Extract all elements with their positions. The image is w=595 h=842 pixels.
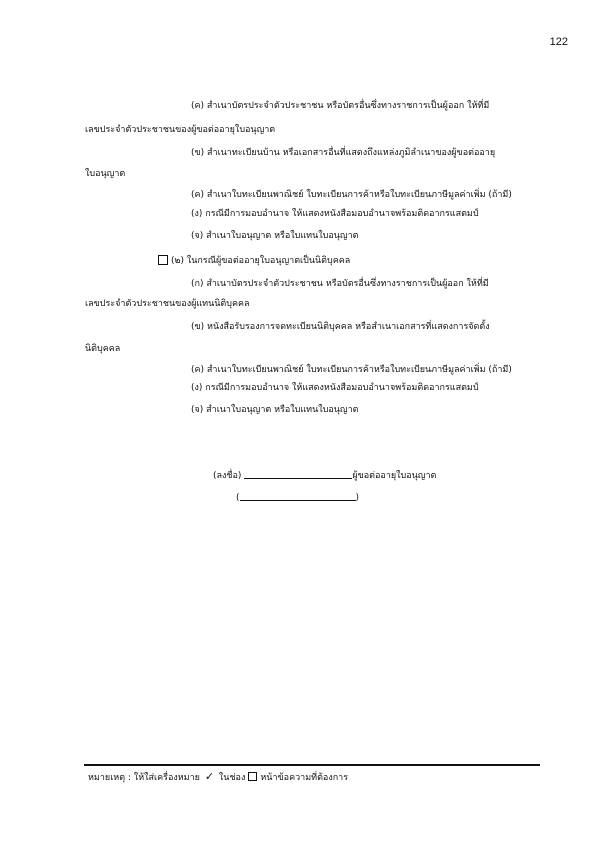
printed-name-field[interactable] bbox=[240, 491, 356, 501]
footnote-suffix: หน้าข้อความที่ต้องการ bbox=[260, 773, 349, 783]
signature-label: (ลงชื่อ) bbox=[213, 471, 242, 481]
juristic-item-b: (ข) หนังสือรับรองการจดทะเบียนนิติบุคคล หรือสำเนาเอกสารที่แสดงการจัดตั้ง bbox=[191, 322, 490, 332]
footnote-in-box: ในช่อง bbox=[218, 773, 246, 783]
individual-item-f: (ง) กรณีมีการมอบอำนาจ ให้แสดงหนังสือมอบอำนาจพร้อมติดอากรแสตมป์ bbox=[191, 209, 479, 219]
footer-divider bbox=[84, 764, 540, 766]
juristic-item-d: (ง) กรณีมีการมอบอำนาจ ให้แสดงหนังสือมอบอำนาจพร้อมติดอากรแสตมป์ bbox=[191, 383, 479, 393]
footnote-label: หมายเหตุ : ให้ใส่เครื่องหมาย bbox=[88, 773, 200, 783]
juristic-item-a-cont: เลขประจำตัวประชาชนของผู้แทนนิติบุคคล bbox=[85, 299, 250, 309]
signature-field[interactable] bbox=[244, 469, 352, 479]
name-open-paren: ( bbox=[236, 493, 240, 503]
check-mark-icon: ✓ bbox=[204, 770, 215, 783]
juristic-item-a: (ก) สำเนาบัตรประจำตัวประชาชน หรือบัตรอื่นซึ่งทางราชการเป็นผู้ออก ให้ที่มี bbox=[191, 279, 489, 289]
individual-item-g: (จ) สำเนาใบอนุญาต หรือใบแทนใบอนุญาต bbox=[191, 231, 359, 241]
juristic-heading-row bbox=[158, 255, 350, 267]
page-number: 122 bbox=[549, 36, 568, 48]
individual-item-e: (ค) สำเนาใบทะเบียนพาณิชย์ ใบทะเบียนการค้าหรือใบทะเบียนภาษีมูลค่าเพิ่ม (ถ้ามี) bbox=[191, 190, 512, 200]
footnote bbox=[88, 771, 348, 784]
juristic-heading: (๒) ในกรณีผู้ขอต่ออายุใบอนุญาตเป็นนิติบุคคล bbox=[171, 256, 351, 266]
individual-item-d-cont: ใบอนุญาต bbox=[85, 169, 126, 179]
individual-item-c: (ค) สำเนาบัตรประจำตัวประชาชน หรือบัตรอื่นซึ่งทางราชการเป็นผู้ออก ให้ที่มี bbox=[191, 101, 490, 111]
juristic-checkbox[interactable] bbox=[158, 255, 168, 265]
checkbox-sample-icon bbox=[248, 772, 257, 781]
name-close-paren: ) bbox=[355, 493, 360, 503]
signature-line-row bbox=[213, 469, 436, 482]
juristic-item-c: (ค) สำเนาใบทะเบียนพาณิชย์ ใบทะเบียนการค้าหรือใบทะเบียนภาษีมูลค่าเพิ่ม (ถ้ามี) bbox=[191, 365, 512, 375]
signature-name-row bbox=[236, 491, 359, 504]
juristic-item-e: (จ) สำเนาใบอนุญาต หรือใบแทนใบอนุญาต bbox=[191, 405, 359, 415]
individual-item-d: (ข) สำเนาทะเบียนบ้าน หรือเอกสารอื่นที่แสดงถึงแหล่งภูมิลำเนาของผู้ขอต่ออายุ bbox=[191, 148, 496, 158]
juristic-item-b-cont: นิติบุคคล bbox=[85, 344, 121, 354]
individual-item-c-cont: เลขประจำตัวประชาชนของผู้ขอต่ออายุใบอนุญาต bbox=[85, 125, 276, 135]
signature-role: ผู้ขอต่ออายุใบอนุญาต bbox=[352, 471, 437, 481]
